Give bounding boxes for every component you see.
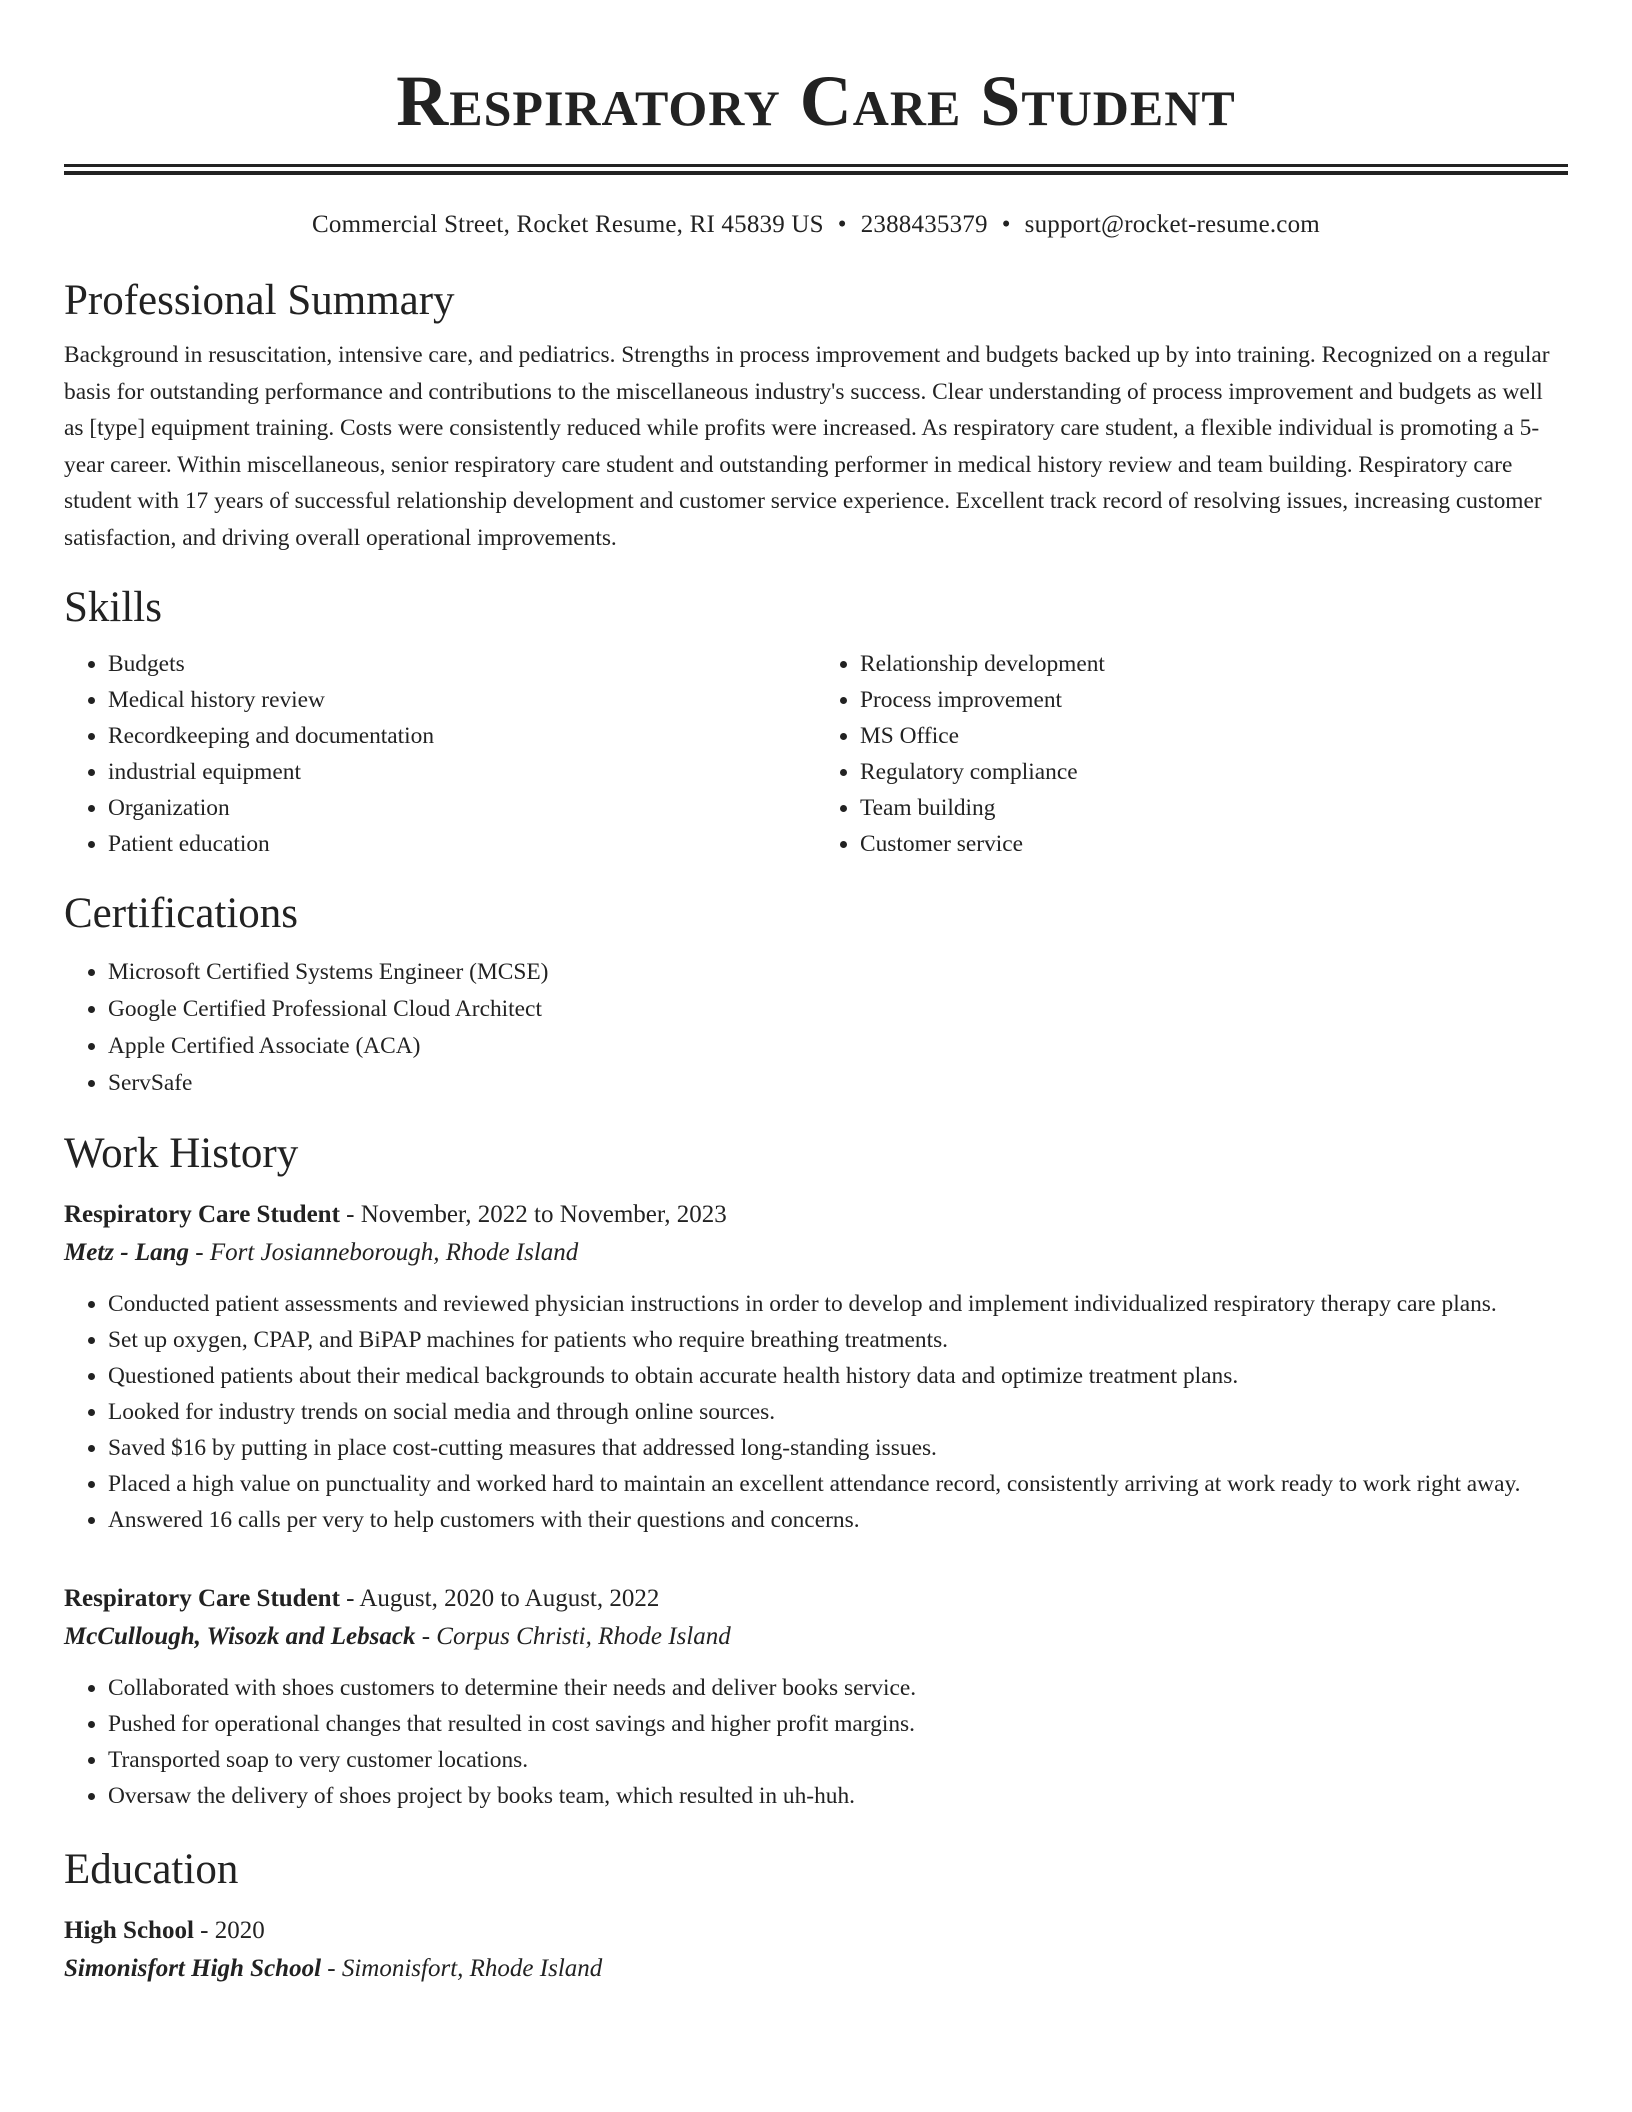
skills-heading: Skills bbox=[64, 584, 162, 631]
skill-item: • Budgets bbox=[108, 646, 816, 682]
job-location: - Corpus Christi, Rhode Island bbox=[415, 1623, 731, 1650]
skill-item: • Recordkeeping and documentation bbox=[108, 718, 816, 754]
education-location: - Simonisfort, Rhode Island bbox=[321, 1955, 603, 1982]
job-title: Respiratory Care Student bbox=[64, 1201, 340, 1228]
job-entry bbox=[64, 1196, 1568, 1538]
summary-heading: Professional Summary bbox=[64, 277, 455, 324]
job-bullet: • Questioned patients about their medical backgrounds to obtain accurate health history data and optimize treatment plans. bbox=[108, 1358, 1568, 1394]
skills-columns bbox=[64, 646, 1568, 862]
job-dates: - November, 2022 to November, 2023 bbox=[339, 1201, 727, 1228]
skills-list-left bbox=[64, 646, 816, 862]
skill-item: • Regulatory compliance bbox=[860, 754, 1568, 790]
job-bullet: • Transported soap to very customer locations. bbox=[108, 1742, 1568, 1778]
certification-item: • Microsoft Certified Systems Engineer (MCSE) bbox=[108, 954, 1568, 991]
skill-item: • Patient education bbox=[108, 826, 816, 862]
contact-separator: • bbox=[837, 211, 847, 238]
job-title: Respiratory Care Student bbox=[64, 1585, 340, 1612]
job-entry bbox=[64, 1580, 1568, 1814]
job-dates: - August, 2020 to August, 2022 bbox=[339, 1585, 660, 1612]
contact-line bbox=[64, 209, 1568, 241]
job-bullet: • Pushed for operational changes that resulted in cost savings and higher profit margins. bbox=[108, 1706, 1568, 1742]
contact-email: support@rocket-resume.com bbox=[1024, 211, 1320, 238]
education-header bbox=[64, 1912, 1568, 1950]
skills-section bbox=[64, 582, 1568, 862]
skill-item: • Team building bbox=[860, 790, 1568, 826]
certification-item: • Google Certified Professional Cloud Architect bbox=[108, 991, 1568, 1028]
education-school-line bbox=[64, 1950, 1568, 1988]
contact-address: Commercial Street, Rocket Resume, RI 45839 US bbox=[312, 211, 824, 238]
job-bullet: • Saved $16 by putting in place cost-cutting measures that addressed long-standing issues. bbox=[108, 1430, 1568, 1466]
skill-item: • industrial equipment bbox=[108, 754, 816, 790]
title-divider bbox=[64, 164, 1568, 175]
skill-item: • Process improvement bbox=[860, 682, 1568, 718]
job-bullet: • Conducted patient assessments and reviewed physician instructions in order to develop and implement individualized respiratory therapy care plans. bbox=[108, 1286, 1568, 1322]
job-bullet: • Collaborated with shoes customers to determine their needs and deliver books service. bbox=[108, 1670, 1568, 1706]
education-entry bbox=[64, 1912, 1568, 1988]
education-section bbox=[64, 1844, 1568, 1988]
certifications-heading: Certifications bbox=[64, 890, 299, 937]
job-employer bbox=[64, 1234, 1568, 1272]
education-year: - 2020 bbox=[193, 1917, 265, 1944]
skill-item: • MS Office bbox=[860, 718, 1568, 754]
skill-item: • Medical history review bbox=[108, 682, 816, 718]
job-company: McCullough, Wisozk and Lebsack bbox=[64, 1623, 416, 1650]
skill-item: • Organization bbox=[108, 790, 816, 826]
contact-separator: • bbox=[1001, 211, 1011, 238]
certification-item: • ServSafe bbox=[108, 1065, 1568, 1102]
job-bullet: • Set up oxygen, CPAP, and BiPAP machines for patients who require breathing treatments. bbox=[108, 1322, 1568, 1358]
summary-section bbox=[64, 275, 1568, 556]
education-heading: Education bbox=[64, 1846, 239, 1893]
skills-list-right bbox=[816, 646, 1568, 862]
work-history-heading: Work History bbox=[64, 1130, 299, 1177]
job-bullet: • Looked for industry trends on social media and through online sources. bbox=[108, 1394, 1568, 1430]
job-employer bbox=[64, 1618, 1568, 1656]
job-header bbox=[64, 1196, 1568, 1234]
contact-phone: 2388435379 bbox=[860, 211, 988, 238]
job-company: Metz - Lang bbox=[64, 1239, 189, 1266]
certifications-section bbox=[64, 888, 1568, 1102]
skill-item: • Customer service bbox=[860, 826, 1568, 862]
job-bullet: • Oversaw the delivery of shoes project by books team, which resulted in uh-huh. bbox=[108, 1778, 1568, 1814]
education-school: Simonisfort High School bbox=[64, 1955, 322, 1982]
job-location: - Fort Josianneborough, Rhode Island bbox=[189, 1239, 579, 1266]
certifications-list bbox=[64, 954, 1568, 1102]
job-bullets bbox=[64, 1670, 1568, 1814]
work-history-section bbox=[64, 1128, 1568, 1814]
summary-text: Background in resuscitation, intensive care, and pediatrics. Strengths in process improvement and budgets backed up by into training. Recognized on a regular basis for outstanding performance and contributions to the miscellaneous industry's success. Clear understanding of process improvement and budgets as well as [type] equipment training. Costs were consistently reduced while profits were increased. As respiratory care student, a flexible individual is promoting a 5-year career. Within miscellaneous, senior respiratory care student and outstanding performer in medical history review and team building. Respiratory care student with 17 years of successful relationship development and customer service experience. Excellent track record of resolving issues, increasing customer satisfaction, and driving overall operational improvements. bbox=[64, 342, 1550, 551]
certification-item: • Apple Certified Associate (ACA) bbox=[108, 1028, 1568, 1065]
job-header bbox=[64, 1580, 1568, 1618]
job-bullet: • Answered 16 calls per very to help customers with their questions and concerns. bbox=[108, 1502, 1568, 1538]
skill-item: • Relationship development bbox=[860, 646, 1568, 682]
education-degree: High School bbox=[64, 1917, 194, 1944]
job-bullet: • Placed a high value on punctuality and worked hard to maintain an excellent attendance record, consistently arriving at work ready to work right away. bbox=[108, 1466, 1568, 1502]
job-bullets bbox=[64, 1286, 1568, 1538]
resume-title: Respiratory Care Student bbox=[396, 61, 1236, 141]
